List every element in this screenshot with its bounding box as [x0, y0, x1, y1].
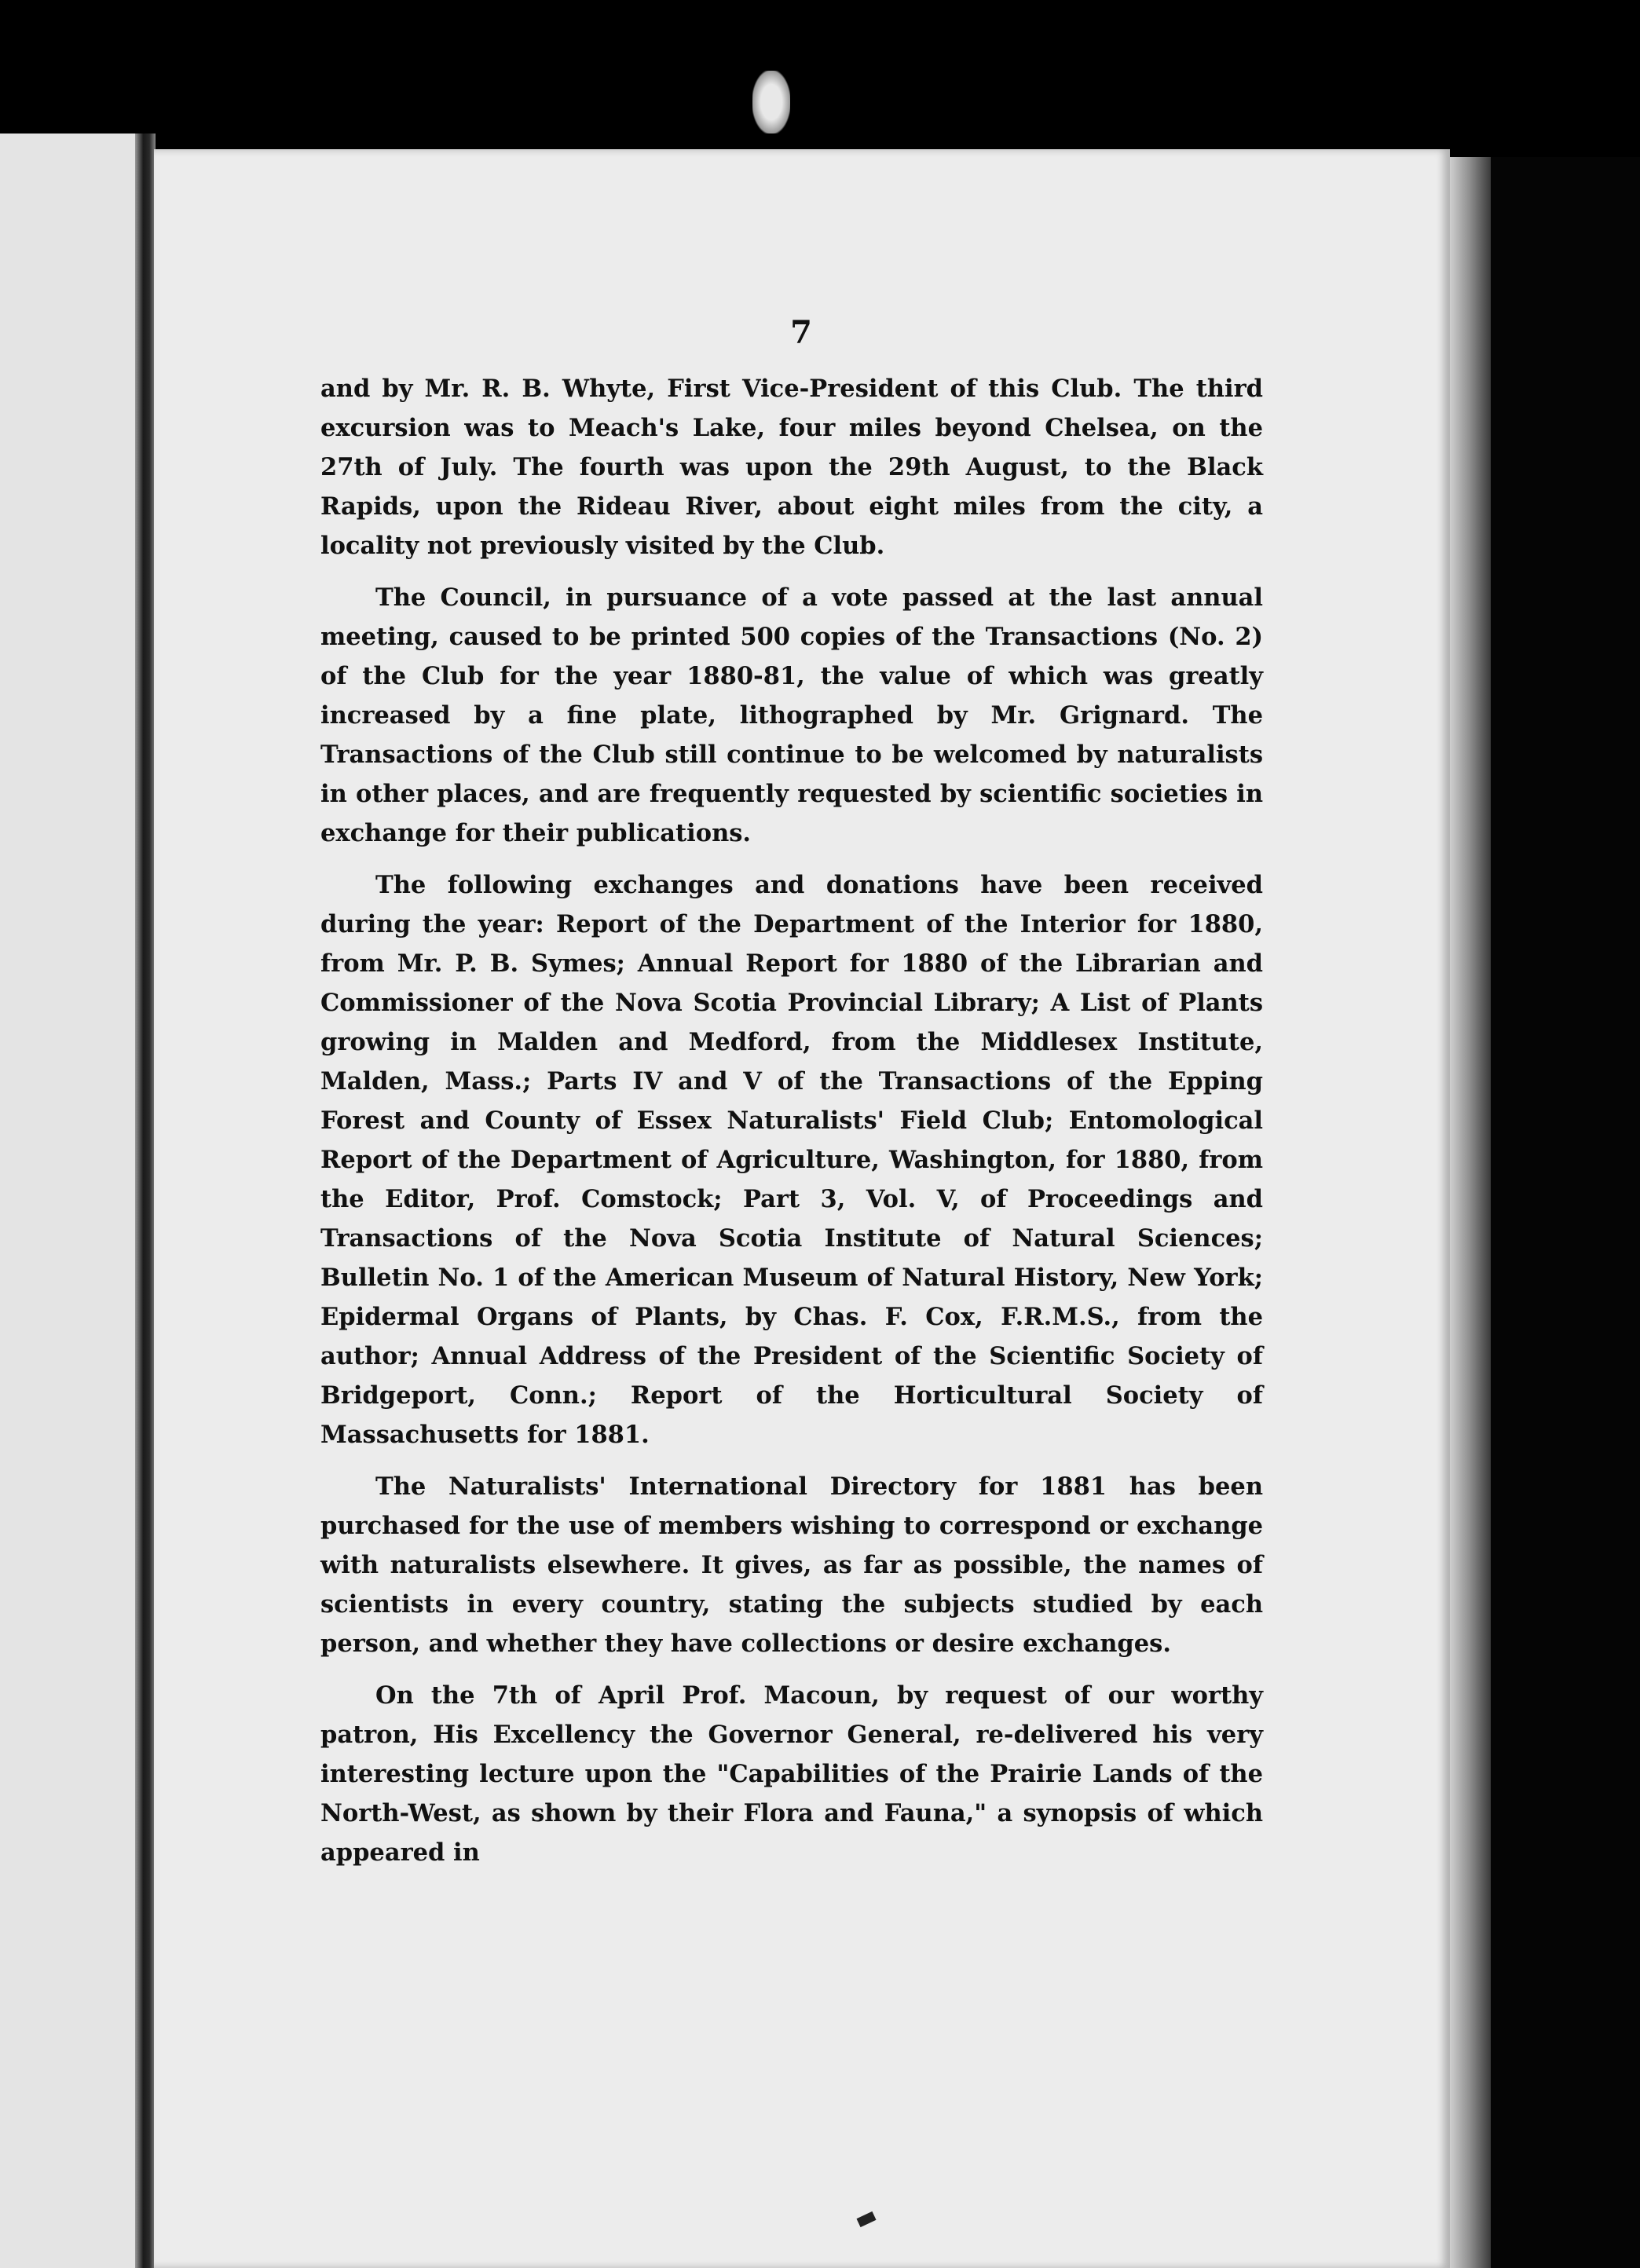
paragraph-lecture: On the 7th of April Prof. Macoun, by request of our worthy patron, His Excellency the Governor General, re-delivered his very interesting lecture upon the "Capabilities of the Prairie Lands of the North-West, as shown by their Flora and Fauna," a synopsis of which appeared in	[320, 1681, 1263, 1867]
paragraph-exchanges: The following exchanges and donations have been received during the year: Report of the Department of the Interior for 1880, from Mr. P. B. Symes; Annual Report for 1880 of the Librarian and Commissioner of the Nova Scotia Provincial Library; A List of Plants growing in Malden and Medford, from the Middlesex Institute, Malden, Mass.; Parts IV and V of the Transactions of the Epping Forest and County of Essex Naturalists' Field Club; Entomological Report of the Department of Agriculture, Washington, for 1880, from the Editor, Prof. Comstock; Part 3, Vol. V, of Proceedings and Transactions of the Nova Scotia Institute of Natural Sciences; Bulletin No. 1 of the American Museum of Natural History, New York; Epidermal Organs of Plants, by Chas. F. Cox, F.R.M.S., from the author; Annual Address of the President of the Scientific Society of Bridgeport, Conn.; Report of the Horticultural Society of Massachusetts for 1881.	[320, 871, 1263, 1449]
paragraph-directory: The Naturalists' International Directory for 1881 has been purchased for the use of members wishing to correspond or exchange with naturalists elsewhere. It gives, as far as possible, the names of scientists in every country, stating the subjects studied by each person, and whether they have collections or desire exchanges.	[320, 1472, 1263, 1658]
scan-background	[1491, 157, 1640, 2268]
tape-mark	[752, 71, 790, 134]
paragraph-excursions: and by Mr. R. B. Whyte, First Vice-President of this Club. The third excursion was to Meach's Lake, four miles beyond Chelsea, on the 27th of July. The fourth was upon the 29th August, to the Black Rapids, upon the Rideau River, about eight miles from the city, a locality not previously visited by the Club.	[320, 375, 1263, 560]
page-edge-shadow	[1450, 157, 1491, 2268]
facing-page-edge	[0, 134, 143, 2268]
paragraph-transactions: The Council, in pursuance of a vote passed at the last annual meeting, caused to be printed 500 copies of the Transactions (No. 2) of the Club for the year 1880-81, the value of which was greatly increased by a fine plate, lithographed by Mr. Grignard. The Transactions of the Club still continue to be welcomed by naturalists in other places, and are frequently requested by scientific societies in exchange for their publications.	[320, 583, 1263, 847]
page-number: 7	[790, 314, 812, 351]
book-gutter	[135, 134, 156, 2268]
page-body	[320, 369, 1263, 1885]
